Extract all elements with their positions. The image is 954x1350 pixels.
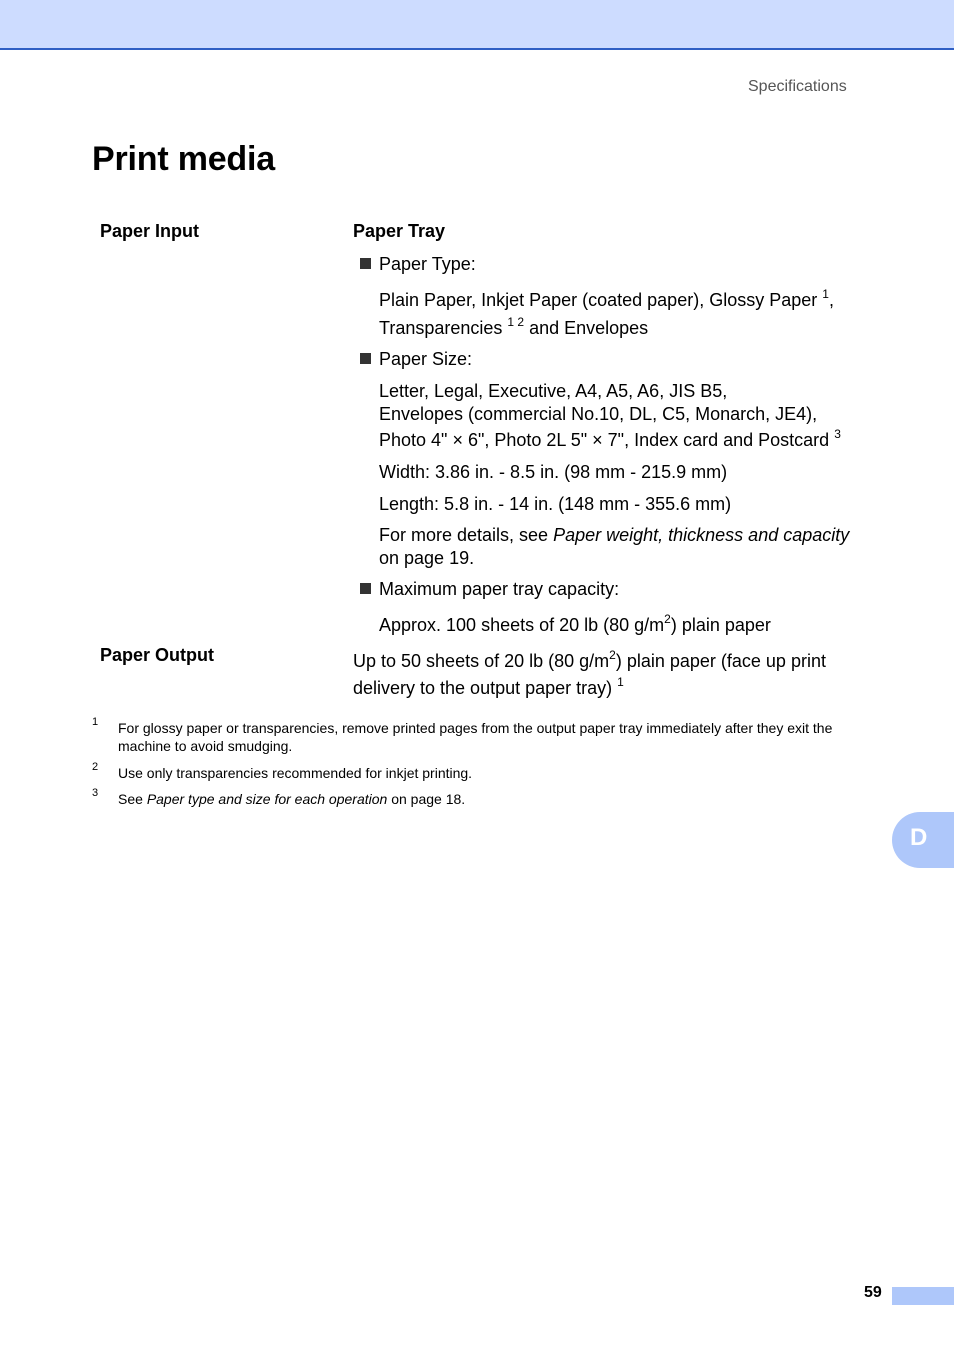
footnote-number: 1 — [92, 716, 99, 728]
page-number: 59 — [864, 1284, 882, 1301]
footnote-3: See Paper type and size for each operation on page 18. — [118, 791, 466, 807]
paper-size-line-1: Letter, Legal, Executive, A4, A5, A6, JIS B5, — [379, 381, 728, 401]
details-reference-page: on page 19. — [379, 548, 475, 568]
footnote-1-line-1: For glossy paper or transparencies, remove printed pages from the output paper tray immediately after they exit the — [118, 720, 833, 736]
bullet-icon — [360, 258, 371, 269]
paper-size-label: Paper Size: — [379, 349, 473, 369]
page-number-bar — [892, 1287, 954, 1305]
paper-type-line-2: Transparencies $^{1 2}$ and Envelopes — [379, 315, 649, 338]
footnote-1-line-2: machine to avoid smudging. — [118, 738, 293, 754]
bullet-icon — [360, 583, 371, 594]
footnote-2: Use only transparencies recommended for inkjet printing. — [118, 765, 473, 781]
chapter-tab-letter: D — [910, 824, 928, 851]
capacity-label: Maximum paper tray capacity: — [379, 579, 620, 599]
chapter-tab — [892, 812, 954, 868]
paper-type-line-1: Plain Paper, Inkjet Paper (coated paper), Glossy Paper $^1$, — [379, 287, 834, 310]
paper-output-label: Paper Output — [100, 645, 215, 665]
paper-input-label: Paper Input — [100, 221, 200, 241]
paper-output-line-2: delivery to the output paper tray) $^1$ — [353, 675, 624, 698]
running-header: Specifications — [748, 78, 847, 95]
paper-type-label: Paper Type: — [379, 254, 476, 274]
capacity-value: Approx. 100 sheets of 20 lb (80 $g/m^2$) plain paper — [379, 612, 771, 635]
paper-size-line-2: Envelopes (commercial No.10, DL, C5, Monarch, JE4), — [379, 404, 818, 424]
length-spec: Length: 5.8 in. - 14 in. (148 mm - 355.6 mm) — [379, 494, 732, 514]
footnote-number: 3 — [92, 787, 99, 799]
paper-size-line-3: Photo 4" × 6", Photo 2L 5" × 7", Index card and Postcard $^3$ — [379, 427, 841, 450]
paper-output-line-1: Up to 50 sheets of 20 lb (80 $g/m^2$) plain paper (face up print — [353, 648, 826, 671]
bullet-icon — [360, 353, 371, 364]
header-band — [0, 0, 954, 50]
footnote-number: 2 — [92, 761, 99, 773]
details-reference: For more details, see Paper weight, thickness and capacity — [379, 525, 850, 545]
paper-tray-label: Paper Tray — [353, 221, 446, 241]
width-spec: Width: 3.86 in. - 8.5 in. (98 mm - 215.9 mm) — [379, 462, 728, 482]
page-title: Print media — [92, 140, 275, 178]
